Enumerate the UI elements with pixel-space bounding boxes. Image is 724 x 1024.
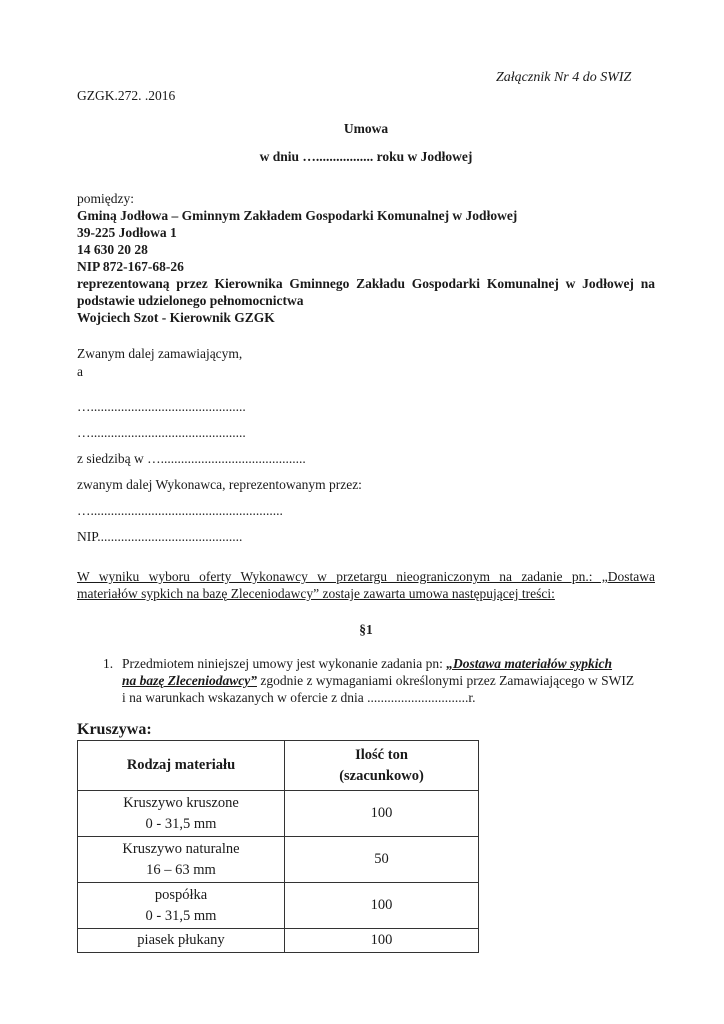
material-cell xyxy=(78,791,285,837)
table-row xyxy=(78,883,479,929)
item-suffix: zgodnie z wymaganiami określonymi przez Zamawiającego w SWIZ xyxy=(256,673,635,688)
party1-signatory: Wojciech Szot - Kierownik GZGK xyxy=(77,310,275,325)
header-quantity-line-2: (szacunkowo) xyxy=(339,767,424,784)
party1-name: Gminą Jodłowa – Gminnym Zakładem Gospodarki Komunalnej w Jodłowej xyxy=(77,208,518,223)
intro-paragraph-line-1: W wyniku wyboru oferty Wykonawcy w przetargu nieograniczonym na zadanie pn.: „Dostawa xyxy=(77,569,655,584)
quantity-cell: 100 xyxy=(285,883,479,929)
contractor-representative-line: …......................................................... xyxy=(77,503,283,518)
party1-phone: 14 630 20 28 xyxy=(77,242,148,257)
task-name-part-1: „Dostawa materiałów sypkich xyxy=(446,656,613,671)
date-line: w dniu …................. roku w Jodłowej xyxy=(259,149,473,164)
intro-paragraph-line-2: materiałów sypkich na bazę Zleceniodawcy” zostaje zawarta umowa następującej treści: xyxy=(77,586,555,601)
contractor-blank-line-2: ….............................................. xyxy=(77,425,246,440)
table-caption: Kruszywa: xyxy=(77,721,152,738)
quantity-cell: 100 xyxy=(285,791,479,837)
header-quantity-line-1: Ilość ton xyxy=(355,746,408,763)
table-row xyxy=(78,791,479,837)
item-prefix: Przedmiotem niniejszej umowy jest wykonanie zadania pn: xyxy=(122,656,447,671)
table-row xyxy=(78,837,479,883)
list-item-number: 1. xyxy=(103,656,114,671)
reference-number: GZGK.272. .2016 xyxy=(77,88,176,103)
party1-address: 39-225 Jodłowa 1 xyxy=(77,225,177,240)
contractor-label: zwanym dalej Wykonawca, reprezentowanym przez: xyxy=(77,477,362,492)
contractor-seat: z siedzibą w …........................................... xyxy=(77,451,306,466)
called-ordering-party: Zwanym dalej zamawiającym, xyxy=(77,346,243,361)
contractor-nip: NIP........................................... xyxy=(77,529,243,544)
section-heading: §1 xyxy=(359,622,373,637)
party1-represented-cont: podstawie udzielonego pełnomocnictwa xyxy=(77,293,304,308)
party1-represented: reprezentowaną przez Kierownika Gminnego Zakładu Gospodarki Komunalnej w Jodłowej na xyxy=(77,276,655,291)
quantity-cell: 50 xyxy=(285,837,479,883)
material-name: Kruszywo naturalne xyxy=(122,840,240,857)
material-spec: 0 - 31,5 mm xyxy=(145,907,217,924)
list-item-line-3: i na warunkach wskazanych w ofercie z dnia ..............................r. xyxy=(122,690,476,705)
material-spec: 0 - 31,5 mm xyxy=(145,815,217,832)
material-cell xyxy=(78,883,285,929)
document-title: Umowa xyxy=(343,121,389,136)
task-name-part-2: na bazę Zleceniodawcy” xyxy=(122,673,257,688)
quantity-cell: 100 xyxy=(285,929,479,953)
header-quantity xyxy=(285,741,479,791)
list-item-line-2 xyxy=(122,673,634,689)
between-label: pomiędzy: xyxy=(77,191,134,206)
header-material: Rodzaj materiału xyxy=(78,741,285,791)
materials-table xyxy=(77,740,479,953)
material-name: pospółka xyxy=(154,886,208,903)
material-spec: 16 – 63 mm xyxy=(146,861,216,878)
material-name: Kruszywo kruszone xyxy=(123,794,239,811)
and-label: a xyxy=(77,364,83,379)
material-cell xyxy=(78,929,285,953)
material-cell xyxy=(78,837,285,883)
attachment-label: Załącznik Nr 4 do SWIZ xyxy=(496,70,632,85)
contractor-blank-line-1: ….............................................. xyxy=(77,399,246,414)
material-name: piasek płukany xyxy=(137,932,225,948)
list-item-line-1 xyxy=(122,656,612,672)
table-header-row xyxy=(78,741,479,791)
table-row xyxy=(78,929,479,953)
party1-nip: NIP 872-167-68-26 xyxy=(77,259,184,274)
